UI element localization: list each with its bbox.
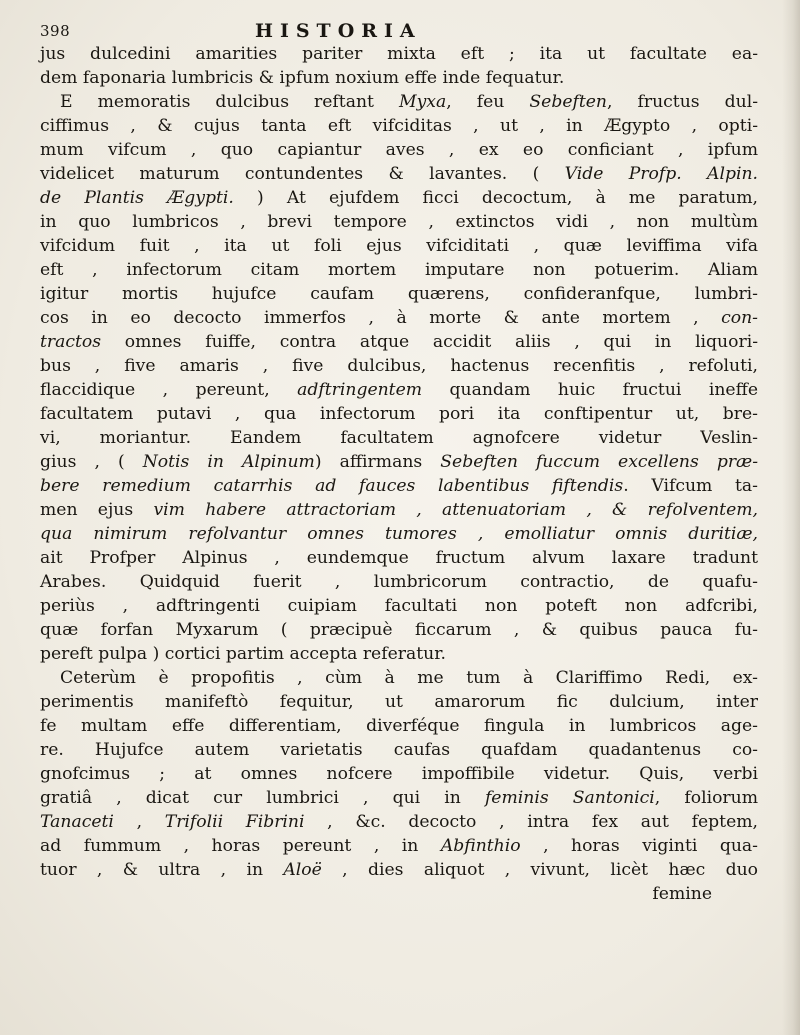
text-run: femine	[652, 884, 712, 904]
page-number: 398	[40, 22, 71, 40]
text-run: , foliorum	[654, 788, 759, 808]
italic-run: qua nimirum refolvantur omnes tumores , emolliatur omnis duritiæ,	[40, 524, 758, 544]
italic-run: Abfinthio	[440, 836, 521, 856]
text-line	[40, 258, 758, 282]
text-line	[40, 522, 758, 546]
text-run: E memoratis dulcibus reftant	[60, 92, 399, 112]
text-line	[40, 186, 758, 210]
italic-run: tractos	[40, 332, 102, 352]
text-line	[40, 282, 758, 306]
text-line	[40, 498, 758, 522]
text-run: flaccidique , pereunt,	[40, 380, 298, 400]
text-line	[40, 762, 758, 786]
text-run: dem faponaria lumbricis & ipfum noxium effe inde fequatur.	[40, 68, 565, 88]
italic-run: Tanaceti	[40, 812, 114, 832]
text-line	[40, 474, 758, 498]
text-run: bus , five amaris , five dulcibus, hactenus recenfitis , refoluti,	[40, 356, 758, 376]
italic-run: Notis in Alpinum	[142, 452, 315, 472]
text-line	[40, 378, 758, 402]
text-run: ad fummum , horas pereunt , in	[40, 836, 441, 856]
italic-run: Trifolii Fibrini	[164, 812, 305, 832]
text-run: . Vifcum ta-	[623, 476, 758, 496]
italic-run: adftringentem	[297, 380, 423, 400]
text-run: ) At ejufdem ficci decoctum, à me paratum,	[233, 188, 758, 208]
body-text	[40, 42, 758, 906]
text-line	[40, 426, 758, 450]
text-run: pereft pulpa ) cortici partim accepta referatur.	[40, 644, 446, 664]
text-run: gratiâ , dicat cur lumbrici , qui in	[40, 788, 485, 808]
italic-run: vim habere attractoriam , attenuatoriam , & refolventem,	[153, 500, 758, 520]
text-run: omnes fuiffe, contra atque accidit aliis , qui in liquori-	[101, 332, 758, 352]
italic-run: Sebeften	[529, 92, 608, 112]
text-line	[40, 90, 758, 114]
running-head: HISTORIA	[255, 20, 422, 42]
text-line	[40, 354, 758, 378]
text-line	[40, 786, 758, 810]
text-line	[40, 450, 758, 474]
text-run: fe multam effe differentiam, diverféque fingula in lumbricos age-	[40, 716, 758, 736]
text-line	[40, 714, 758, 738]
text-line	[40, 738, 758, 762]
text-run: , feu	[446, 92, 530, 112]
text-run: , fructus dul-	[607, 92, 759, 112]
italic-run: Aloë	[283, 860, 322, 880]
text-line	[40, 114, 758, 138]
text-run: jus dulcedini amarities pariter mixta eft ; ita ut facultate ea-	[40, 44, 758, 64]
text-line	[40, 210, 758, 234]
text-run: igitur mortis hujufce caufam quærens, confideranfque, lumbri-	[40, 284, 758, 304]
text-run: periùs , adftringenti cuipiam facultati non poteft non adfcribi,	[40, 596, 758, 616]
text-line	[40, 642, 758, 666]
text-run: , dies aliquot , vivunt, licèt hæc duo	[321, 860, 758, 880]
text-run: , horas viginti qua-	[520, 836, 758, 856]
text-line	[40, 330, 758, 354]
text-line	[40, 162, 758, 186]
text-run: facultatem putavi , qua infectorum pori ita conftipentur ut, bre-	[40, 404, 758, 424]
text-run: vifcidum fuit , ita ut foli ejus vifciditati , quæ leviffima vifa	[40, 236, 758, 256]
text-line	[40, 666, 758, 690]
text-run: , &c. decocto , intra fex aut feptem,	[304, 812, 759, 832]
page-edge-shadow	[782, 0, 800, 1035]
text-line	[40, 234, 758, 258]
italic-run: Myxa	[398, 92, 447, 112]
text-line	[40, 570, 758, 594]
text-run: perimentis manifeftò fequitur, ut amarorum fic dulcium, inter	[40, 692, 758, 712]
italic-run: bere remedium catarrhis ad fauces labentibus fiftendis	[40, 476, 624, 496]
text-run: Ceterùm è propofitis , cùm à me tum à Clariffimo Redi, ex-	[60, 668, 758, 688]
text-run: mum vifcum , quo capiantur aves , ex eo conficiant , ipfum	[40, 140, 758, 160]
text-line	[40, 618, 758, 642]
text-run: men ejus	[40, 500, 154, 520]
text-run: videlicet maturum contundentes & lavantes. (	[40, 164, 565, 184]
text-line	[40, 138, 758, 162]
text-run: quandam huic fructui ineffe	[422, 380, 758, 400]
italic-run: con-	[721, 308, 758, 328]
text-run: gius , (	[40, 452, 143, 472]
text-run: Arabes. Quidquid fuerit , lumbricorum contractio, de quafu-	[40, 572, 758, 592]
text-run: quæ forfan Myxarum ( præcipuè ficcarum , & quibus pauca fu-	[40, 620, 758, 640]
text-line	[40, 594, 758, 618]
text-line	[40, 546, 758, 570]
italic-run: feminis Santonici	[484, 788, 655, 808]
text-run: tuor , & ultra , in	[40, 860, 284, 880]
text-run: gnofcimus ; at omnes nofcere impoffibile videtur. Quis, verbi	[40, 764, 758, 784]
text-line	[40, 402, 758, 426]
text-run: ) affirmans	[314, 452, 441, 472]
text-line	[40, 858, 758, 882]
text-run: ,	[113, 812, 165, 832]
text-line	[40, 66, 758, 90]
text-line	[40, 810, 758, 834]
text-line	[40, 834, 758, 858]
text-line	[40, 42, 758, 66]
italic-run: de Plantis Ægypti.	[40, 188, 234, 208]
italic-run: Vide Profp. Alpin.	[564, 164, 758, 184]
text-run: ait Profper Alpinus , eundemque fructum alvum laxare tradunt	[40, 548, 758, 568]
text-run: cos in eo decocto immerfos , à morte & ante mortem ,	[40, 308, 722, 328]
text-run: ciffimus , & cujus tanta eft vifciditas , ut , in Ægypto , opti-	[40, 116, 758, 136]
text-run: in quo lumbricos , brevi tempore , extinctos vidi , non multùm	[40, 212, 758, 232]
text-run: re. Hujufce autem varietatis caufas quafdam quadantenus co-	[40, 740, 758, 760]
catchword	[40, 882, 758, 906]
text-run: eft , infectorum citam mortem imputare non potuerim. Aliam	[40, 260, 758, 280]
text-line	[40, 306, 758, 330]
italic-run: Sebeften fuccum excellens præ-	[440, 452, 758, 472]
page-header	[40, 20, 760, 44]
text-run: vi, moriantur. Eandem facultatem agnofcere videtur Veslin-	[40, 428, 758, 448]
text-line	[40, 690, 758, 714]
